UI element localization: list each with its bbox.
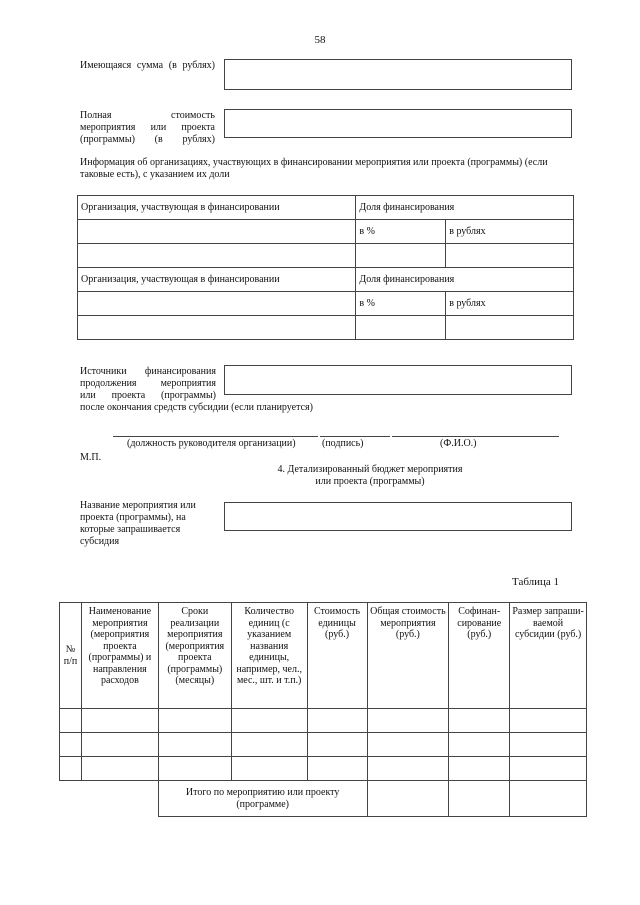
total-subsidy-cell[interactable] <box>510 781 587 817</box>
label-line: Источники финансирования <box>80 366 216 377</box>
continuation-sources-field[interactable] <box>224 365 572 395</box>
signature-line[interactable] <box>320 436 390 437</box>
rub-input[interactable] <box>446 316 574 340</box>
share-subheader-row <box>78 220 574 244</box>
percent-label: в % <box>356 292 446 316</box>
section4-title <box>220 464 520 488</box>
rub-input[interactable] <box>446 244 574 268</box>
financing-orgs-table <box>77 195 574 340</box>
cell[interactable] <box>231 733 307 757</box>
cell[interactable] <box>158 733 231 757</box>
cell[interactable] <box>510 733 587 757</box>
cell[interactable] <box>81 733 158 757</box>
budget-row <box>60 709 587 733</box>
cell[interactable] <box>60 757 82 781</box>
cell[interactable] <box>449 709 510 733</box>
col-name-header: Наименование мероприятия (мероприятия проекта (программы) и направления расходов <box>81 603 158 709</box>
org-value-row <box>78 244 574 268</box>
cell[interactable] <box>367 709 449 733</box>
share-subheader-row <box>78 292 574 316</box>
cell[interactable] <box>449 757 510 781</box>
org-blank-cell <box>78 220 356 244</box>
col-total-cost-header: Общая стоимость мероприятия (руб.) <box>367 603 449 709</box>
rub-label: в рублях <box>446 292 574 316</box>
name-caption: (Ф.И.О.) <box>440 438 477 449</box>
total-cofinancing-cell[interactable] <box>449 781 510 817</box>
total-cost-cell[interactable] <box>367 781 449 817</box>
position-caption: (должность руководителя организации) <box>127 438 296 449</box>
percent-input[interactable] <box>356 316 446 340</box>
position-signature-line[interactable] <box>113 436 318 437</box>
cell[interactable] <box>60 733 82 757</box>
total-label: Итого по мероприятию или проекту (программе) <box>158 781 367 817</box>
budget-row <box>60 733 587 757</box>
full-cost-label: Полная стоимость мероприятия или проекта (программы) (в рублях) <box>80 110 215 145</box>
share-header: Доля финансирования <box>356 268 574 292</box>
col-subsidy-header: Размер запраши-ваемой субсидии (руб.) <box>510 603 587 709</box>
org-header-row <box>78 196 574 220</box>
org-name-input[interactable] <box>78 244 356 268</box>
continuation-sources-tail: после окончания средств субсидии (если планируется) <box>80 402 313 413</box>
cell[interactable] <box>158 709 231 733</box>
cell[interactable] <box>510 757 587 781</box>
org-blank-cell <box>78 292 356 316</box>
budget-row <box>60 757 587 781</box>
col-period-header: Сроки реализации мероприятия (мероприятия проекта (программы) (месяцы) <box>158 603 231 709</box>
continuation-sources-label <box>80 366 216 402</box>
name-signature-line[interactable] <box>392 436 559 437</box>
rub-label: в рублях <box>446 220 574 244</box>
section4-title-line1: 4. Детализированный бюджет мероприятия <box>277 464 463 475</box>
event-name-field[interactable] <box>224 502 572 531</box>
org-value-row <box>78 316 574 340</box>
cell[interactable] <box>510 709 587 733</box>
cell[interactable] <box>307 709 367 733</box>
stamp-label: М.П. <box>80 452 102 463</box>
event-name-label: Название мероприятия или проекта (программы), на которые запрашивается субсидия <box>80 500 196 547</box>
cell[interactable] <box>231 757 307 781</box>
cell[interactable] <box>81 709 158 733</box>
cell[interactable] <box>231 709 307 733</box>
empty-cell <box>60 781 159 817</box>
cell[interactable] <box>81 757 158 781</box>
available-amount-label: Имеющаяся сумма (в рублях) <box>80 60 215 71</box>
budget-table <box>59 602 587 817</box>
cell[interactable] <box>60 709 82 733</box>
signature-caption: (подпись) <box>322 438 364 449</box>
percent-input[interactable] <box>356 244 446 268</box>
cell[interactable] <box>449 733 510 757</box>
cell[interactable] <box>158 757 231 781</box>
page-number: 58 <box>314 34 326 46</box>
budget-total-row <box>60 781 587 817</box>
org-header: Организация, участвующая в финансировании <box>78 268 356 292</box>
orgs-info-text: Информация об организациях, участвующих в финансировании мероприятия или проекта (программы) (если таковые есть), с указанием их доли <box>80 157 548 180</box>
cell[interactable] <box>367 733 449 757</box>
label-line: продолжения мероприятия <box>80 378 216 389</box>
percent-label: в % <box>356 220 446 244</box>
cell[interactable] <box>367 757 449 781</box>
org-header: Организация, участвующая в финансировании <box>78 196 356 220</box>
full-cost-field[interactable] <box>224 109 572 138</box>
section4-title-line2: или проекта (программы) <box>315 476 425 487</box>
budget-header-row <box>60 603 587 709</box>
col-cofinancing-header: Софинан-сирование (руб.) <box>449 603 510 709</box>
cell[interactable] <box>307 757 367 781</box>
col-quantity-header: Количество единиц (с указанием названия единицы, например, чел., мес., шт. и т.п.) <box>231 603 307 709</box>
col-number-header: № п/п <box>60 603 82 709</box>
org-header-row <box>78 268 574 292</box>
cell[interactable] <box>307 733 367 757</box>
label-line: или проекта (программы) <box>80 390 216 401</box>
org-name-input[interactable] <box>78 316 356 340</box>
share-header: Доля финансирования <box>356 196 574 220</box>
table1-caption: Таблица 1 <box>512 576 560 588</box>
available-amount-field[interactable] <box>224 59 572 90</box>
col-unit-cost-header: Стоимость единицы (руб.) <box>307 603 367 709</box>
